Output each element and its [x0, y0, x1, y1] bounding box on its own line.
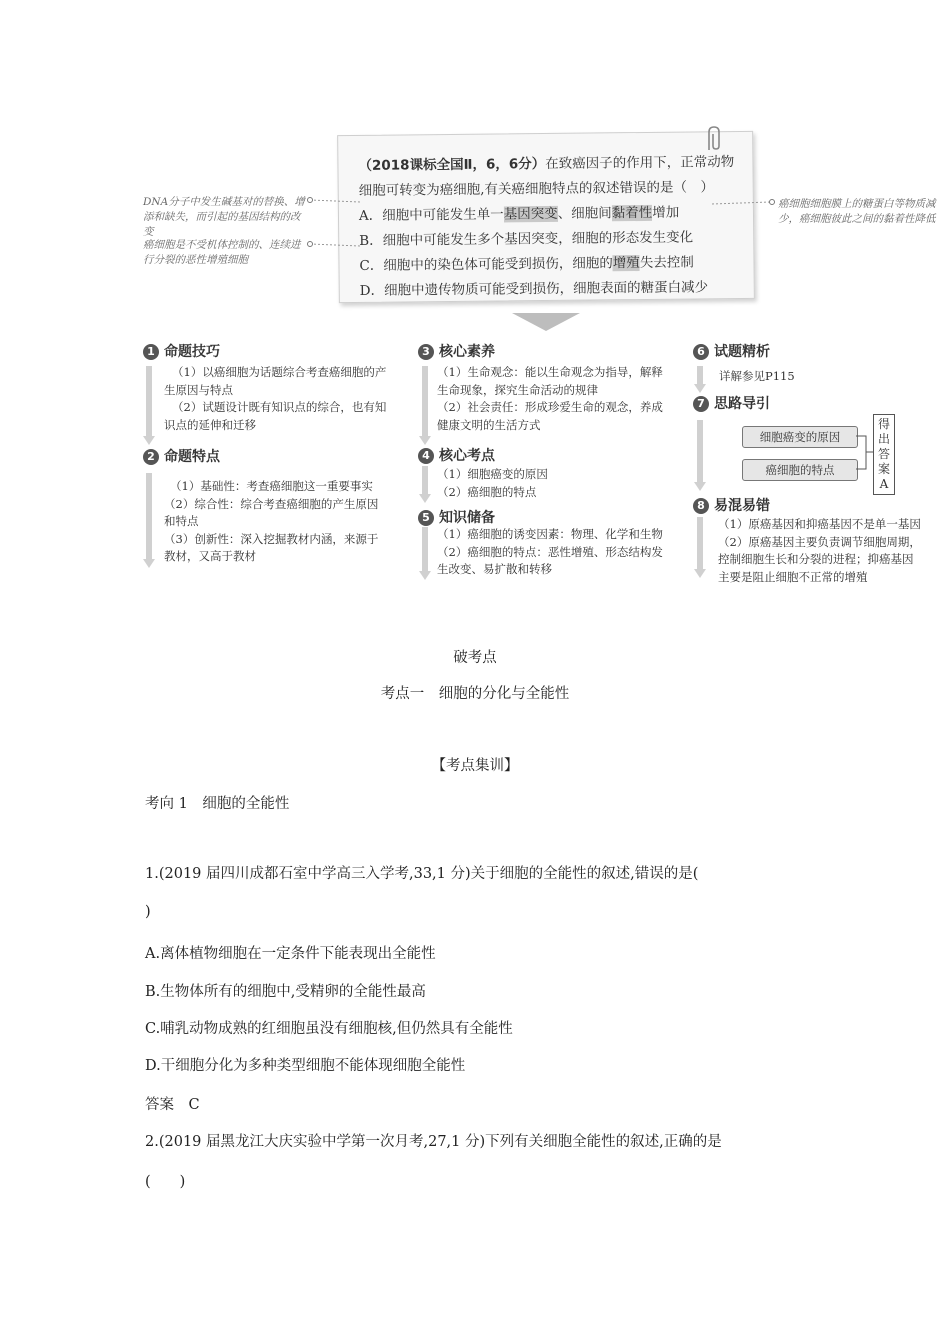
question-1-paren: ): [145, 904, 151, 920]
section-heading-5: 5 知识储备: [418, 507, 495, 527]
section-title: 破考点: [453, 650, 497, 666]
flow-arrow-icon: [694, 384, 706, 393]
section-body-1: （1）以癌细胞为话题综合考查癌细胞的产 生原因与特点 （2）试题设计既有知识点的综合，也有知 识点的延伸和迁移: [164, 365, 387, 432]
flow-box-cause: 细胞癌变的原因: [742, 426, 858, 448]
flow-arrow-icon: [419, 494, 431, 503]
flow-bar: [422, 466, 428, 494]
flow-arrow-icon: [694, 482, 706, 491]
question-source: （2018课标全国Ⅱ，6，6分）: [358, 156, 546, 174]
section-body-6: 详解参见P115: [719, 369, 795, 383]
flow-bar: [146, 473, 152, 559]
flow-arrow-icon: [143, 436, 155, 445]
flow-bar: [146, 366, 152, 436]
section-body-2: （1）基础性：考查癌细胞这一重要事实 （2）综合性：综合考查癌细胞的产生原因 和特点 （3）创新性：深入挖掘教材内涵，来源于 教材，又高于教材: [164, 479, 379, 563]
question-1-stem: 1.(2019 届四川成都石室中学高三入学考,33,1 分)关于细胞的全能性的叙述,错误的是(: [145, 866, 699, 882]
direction-heading: 考向 1 细胞的全能性: [145, 796, 290, 812]
option-a: A．细胞中可能发生单一基因突变、细胞间黏着性增加: [358, 204, 680, 224]
flow-arrow-icon: [143, 559, 155, 568]
flow-arrow-icon: [694, 569, 706, 578]
note-cancer-cell: 癌细胞是不受机体控制的、连续进行分裂的恶性增殖细胞: [143, 239, 301, 266]
option-b: B．细胞中可能发生多个基因突变，细胞的形态发生变化: [359, 229, 694, 249]
note-glycoprotein: 癌细胞细胞膜上的糖蛋白等物质减少，癌细胞彼此之间的黏着性降低: [778, 198, 936, 225]
note-connector-right: [712, 196, 778, 212]
section-body-5: （1）癌细胞的诱变因素：物理、化学和生物 （2）癌细胞的特点：恶性增殖、形态结构发 生改变、易扩散和转移: [437, 527, 663, 576]
flow-bar: [697, 366, 703, 384]
question-stem-text: 在致癌因子的作用下，正常动物细胞可转变为癌细胞,有关癌细胞特点的叙述错误的是（ ）: [358, 154, 735, 199]
section-body-3: （1）生命观念：能以生命观念为指导，解释 生命现象，探究生命活动的规律 （2）社会责任：形成珍爱生命的观念，养成 健康文明的生活方式: [437, 365, 663, 432]
question-stem: [358, 150, 739, 204]
section-heading-8: 8 易混易错: [693, 495, 770, 515]
answer-box: 得 出 答 案 A: [873, 414, 895, 495]
flow-bar: [697, 420, 703, 482]
option-d: D．细胞中遗传物质可能受到损伤，细胞表面的糖蛋白减少: [359, 279, 709, 299]
section-heading-3: 3 核心素养: [418, 341, 495, 361]
flow-bar: [422, 366, 428, 436]
point-title: 考点一 细胞的分化与全能性: [380, 686, 570, 702]
section-heading-7: 7 思路导引: [693, 393, 770, 413]
flow-box-feature: 癌细胞的特点: [742, 459, 858, 481]
training-heading: 【考点集训】: [431, 758, 519, 774]
question-2-paren: ( ): [145, 1174, 186, 1190]
note-gene-mutation: DNA分子中发生碱基对的替换、增添和缺失，而引起的基因结构的改变: [143, 196, 305, 238]
down-arrow-icon: [512, 313, 580, 331]
flow-arrow-icon: [419, 571, 431, 580]
section-heading-4: 4 核心考点: [418, 445, 495, 465]
section-heading-6: 6 试题精析: [693, 341, 770, 361]
question-1-option-a: A.离体植物细胞在一定条件下能表现出全能性: [145, 946, 436, 962]
question-1-option-b: B.生物体所有的细胞中,受精卵的全能性最高: [145, 984, 426, 1000]
question-1-answer: 答案 C: [145, 1097, 200, 1113]
section-body-8: （1）原癌基因和抑癌基因不是单一基因 （2）原癌基因主要负责调节细胞周期， 控制细胞生长和分裂的进程；抑癌基因 主要是阻止细胞不正常的增殖: [718, 517, 921, 584]
flow-arrow-icon: [419, 436, 431, 445]
section-heading-1: 1 命题技巧: [143, 341, 220, 361]
question-1-option-c: C.哺乳动物成熟的红细胞虽没有细胞核,但仍然具有全能性: [145, 1021, 513, 1037]
question-1-option-d: D.干细胞分化为多种类型细胞不能体现细胞全能性: [145, 1058, 466, 1074]
section-body-4: （1）细胞癌变的原因 （2）癌细胞的特点: [437, 467, 548, 499]
option-c: C．细胞中的染色体可能受到损伤，细胞的增殖失去控制: [359, 254, 694, 274]
question-2-stem: 2.(2019 届黑龙江大庆实验中学第一次月考,27,1 分)下列有关细胞全能性的叙述,正确的是: [145, 1134, 722, 1150]
paperclip-icon: [703, 124, 725, 154]
flow-bar: [422, 527, 428, 571]
question-card: [337, 131, 755, 303]
flow-bar: [697, 517, 703, 569]
section-heading-2: 2 命题特点: [143, 446, 220, 466]
note-connector-lines: [300, 194, 362, 254]
